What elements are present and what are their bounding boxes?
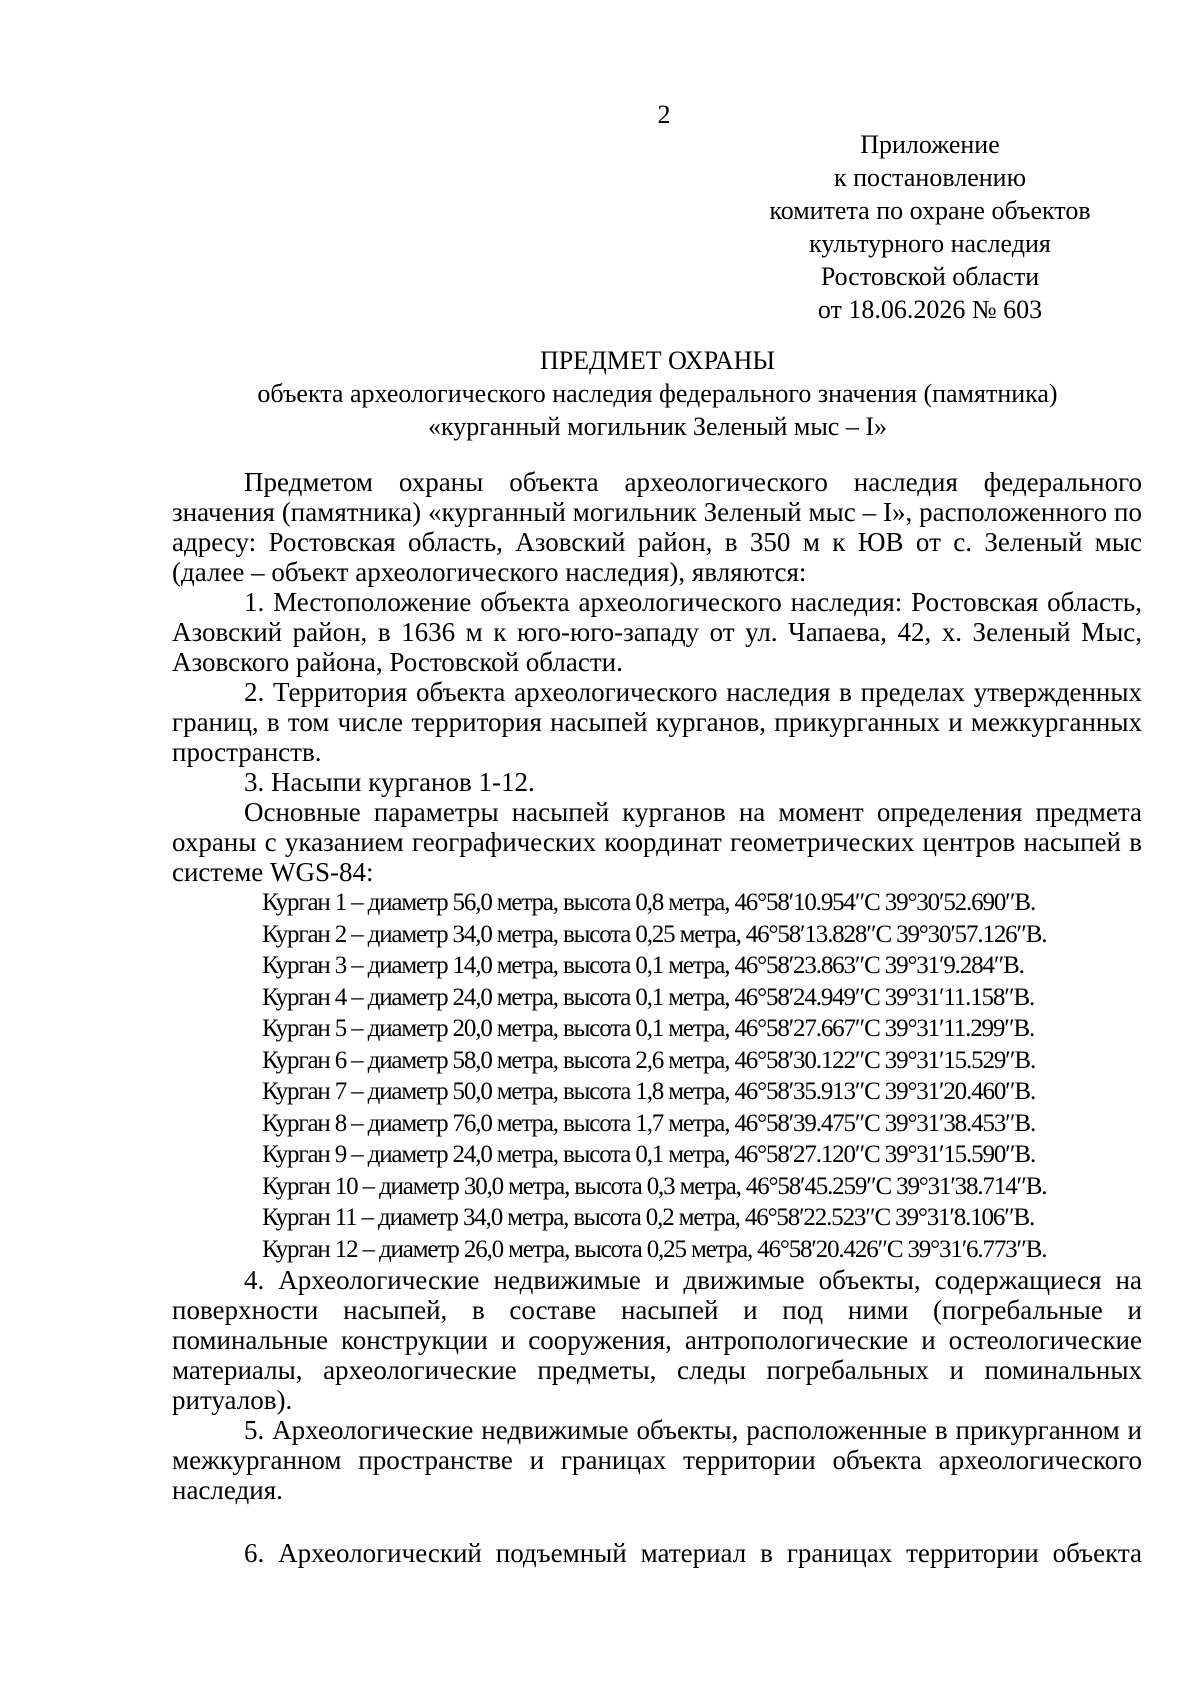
appendix-line: культурного наследия [809,229,1051,258]
appendix-block [730,128,1130,326]
item-3-paragraph: 3. Насыпи курганов 1-12. [244,767,535,797]
appendix-line: к постановлению [833,163,1027,192]
kurgan-entry: Курган 6 – диаметр 58,0 метра, высота 2,6 метра, 46°58′30.122″С 39°31′15.529″В. [262,1046,1036,1074]
kurgan-entry: Курган 1 – диаметр 56,0 метра, высота 0,8 метра, 46°58′10.954″С 39°30′52.690″В. [262,889,1036,916]
heading-title: ПРЕДМЕТ ОХРАНЫ [539,346,776,375]
kurgan-entry: Курган 11 – диаметр 34,0 метра, высота 0,2 метра, 46°58′22.523″С 39°31′8.106″В. [262,1204,1035,1231]
kurgan-entry: Курган 10 – диаметр 30,0 метра, высота 0,3 метра, 46°58′45.259″С 39°31′38.714″В. [262,1172,1047,1200]
kurgan-entry: Курган 2 – диаметр 34,0 метра, высота 0,25 метра, 46°58′13.828″С 39°30′57.126″В. [262,920,1047,948]
kurgan-entry: Курган 7 – диаметр 50,0 метра, высота 1,8 метра, 46°58′35.913″С 39°31′20.460″В. [262,1078,1036,1105]
paragraph-gap [172,1505,1142,1538]
item-6-paragraph: 6. Археологический подъемный материал в границах территории объекта [244,1538,1142,1568]
appendix-line: Ростовской области [820,262,1040,291]
parameters-paragraph: Основные параметры насыпей курганов на момент определения предмета охраны с указанием географических координат геометрических центров насыпей в системе WGS-84: [172,797,1142,887]
heading-object-name: «курганный могильник Зеленый мыс – I» [428,412,887,441]
page-number: 2 [657,100,671,129]
kurgan-entry: Курган 8 – диаметр 76,0 метра, высота 1,7 метра, 46°58′39.475″С 39°31′38.453″В. [262,1109,1036,1137]
kurgan-entry: Курган 3 – диаметр 14,0 метра, высота 0,1 метра, 46°58′23.863″С 39°31′9.284″В. [262,952,1024,979]
kurgan-list [172,887,1142,1265]
intro-paragraph: Предметом охраны объекта археологического наследия федерального значения (памятника) «курганный могильник Зеленый мыс – I», расположенного по адресу: Ростовская область, Азовский район, в 350 м к ЮВ от с. Зеленый мыс (далее – объект археологического наследия), являются: [172,467,1142,587]
kurgan-entry: Курган 5 – диаметр 20,0 метра, высота 0,1 метра, 46°58′27.667″С 39°31′11.299″В. [262,1015,1035,1042]
item-4-paragraph: 4. Археологические недвижимые и движимые объекты, содержащиеся на поверхности насыпей, в составе насыпей и под ними (погребальные и поминальные конструкции и сооружения, антропологические и остеологические материалы, археологические предметы, следы погребальных и поминальных ритуалов). [172,1265,1142,1415]
heading-subtitle: объекта археологического наследия федерального значения (памятника) [257,379,1058,408]
item-1-paragraph: 1. Местоположение объекта археологического наследия: Ростовская область, Азовский район, в 1636 м к юго-юго-западу от ул. Чапаева, 42, х. Зеленый Мыс, Азовского района, Ростовской области. [172,587,1142,677]
kurgan-entry: Курган 12 – диаметр 26,0 метра, высота 0,25 метра, 46°58′20.426″С 39°31′6.773″В. [262,1235,1047,1263]
document-body [172,467,1142,1568]
appendix-line: Приложение [860,130,1000,159]
kurgan-entry: Курган 4 – диаметр 24,0 метра, высота 0,1 метра, 46°58′24.949″С 39°31′11.158″В. [262,983,1035,1011]
kurgan-entry: Курган 9 – диаметр 24,0 метра, высота 0,1 метра, 46°58′27.120″С 39°31′15.590″В. [262,1141,1036,1168]
item-2-paragraph: 2. Территория объекта археологического наследия в пределах утвержденных границ, в том числе территория насыпей курганов, прикурганных и межкурганных пространств. [172,677,1142,767]
appendix-line: комитета по охране объектов [769,196,1091,225]
appendix-date-line: от 18.06.2026 № 603 [817,295,1043,324]
document-heading [175,344,1140,443]
item-5-paragraph: 5. Археологические недвижимые объекты, расположенные в прикурганном и межкурганном пространстве и границах территории объекта археологического наследия. [172,1415,1142,1505]
